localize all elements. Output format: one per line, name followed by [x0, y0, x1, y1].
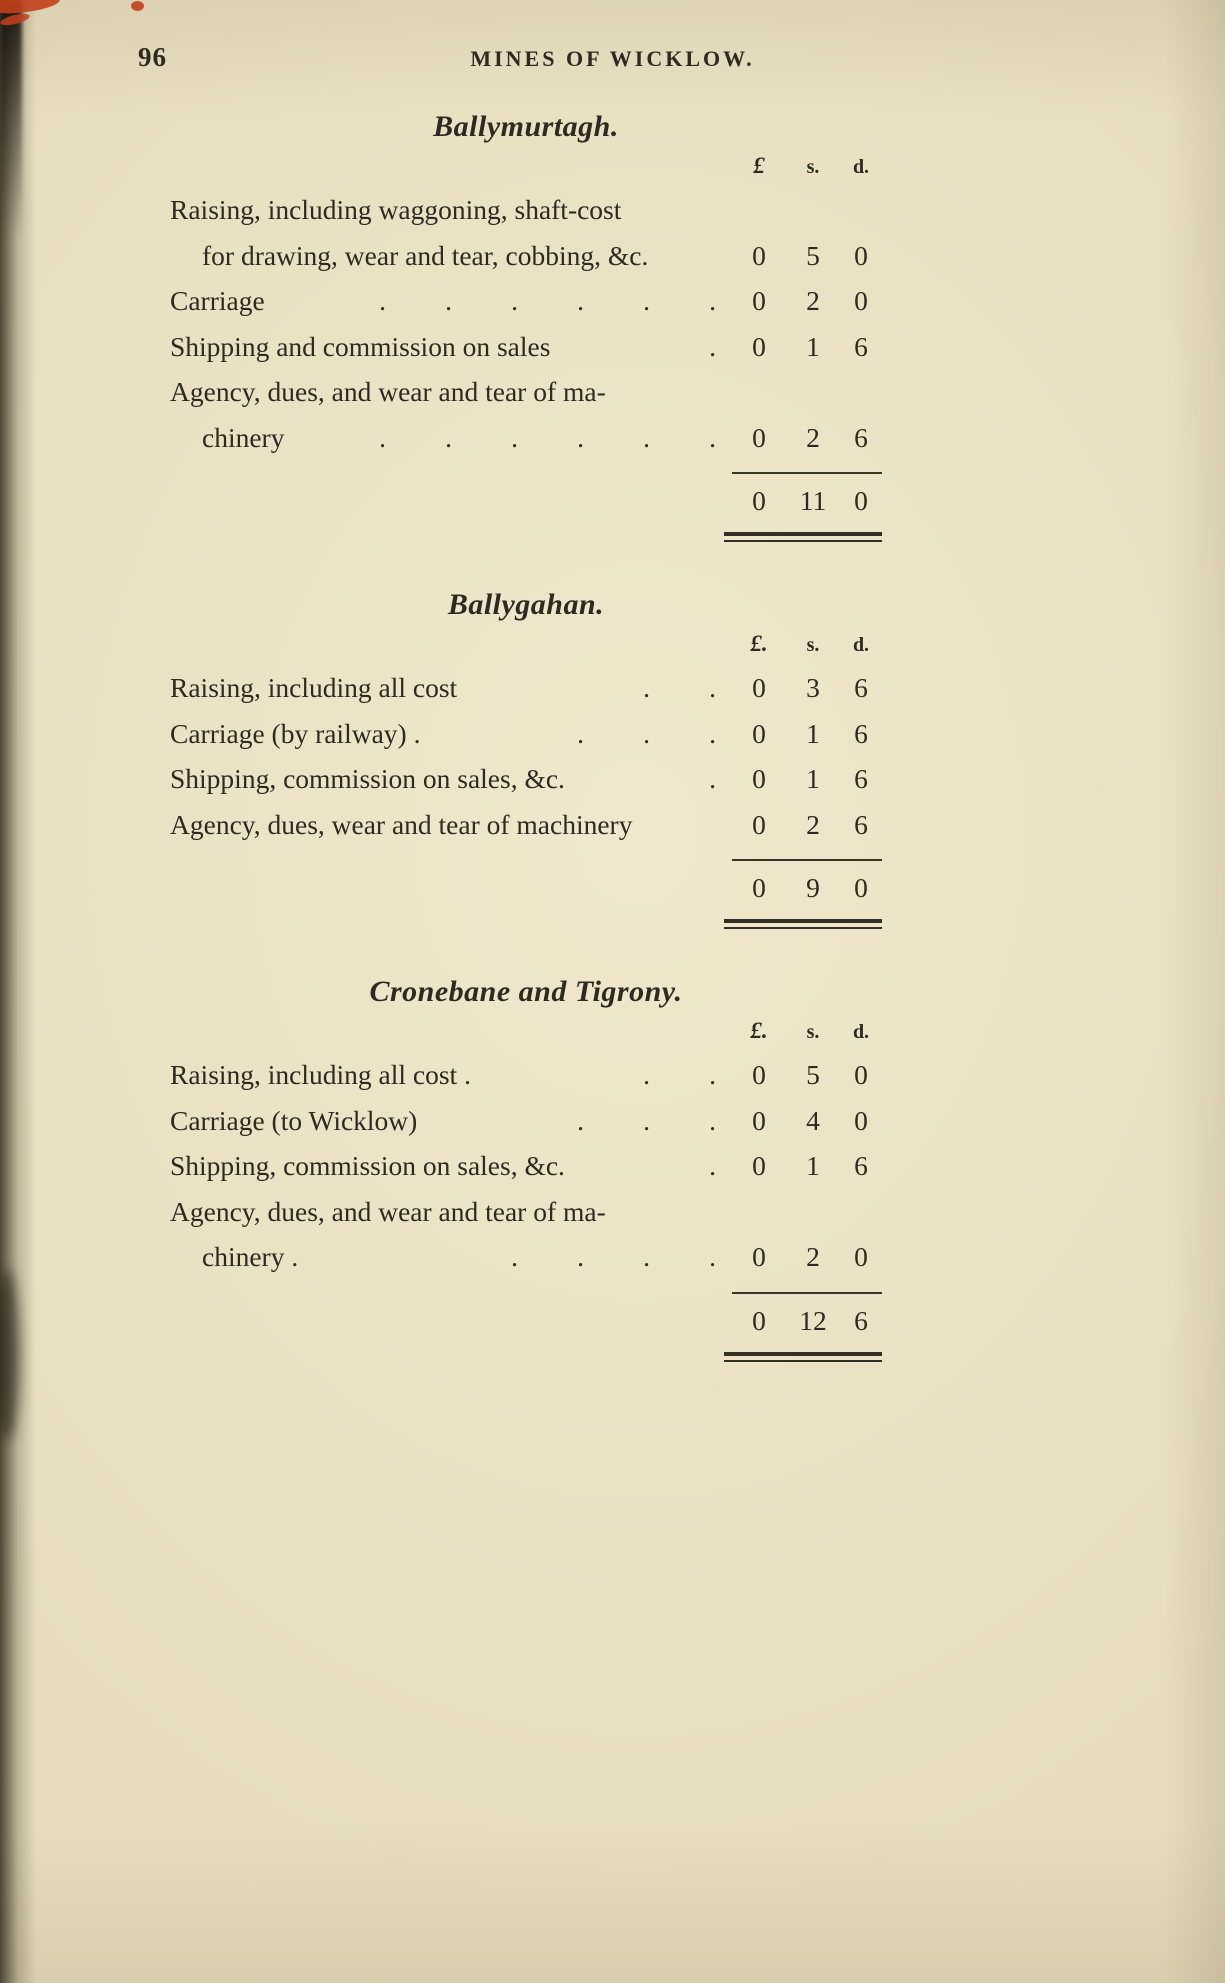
shillings-column-header: s. [806, 1021, 820, 1043]
dot-leader: . [709, 330, 716, 362]
table-row [170, 756, 882, 802]
table-row [170, 665, 882, 711]
row-label: chinery . [202, 1241, 299, 1272]
table-row [170, 1052, 882, 1098]
table-row [170, 324, 882, 370]
dot-leader: . . . [577, 717, 716, 749]
closing-double-rule [724, 1352, 882, 1362]
binding-shadow [0, 0, 36, 1983]
pounds-value: 0 [752, 330, 766, 362]
pounds-value: 0 [752, 1150, 766, 1181]
pence-value: 0 [854, 285, 868, 316]
total-shillings: 9 [806, 872, 820, 903]
total-pounds: 0 [752, 1304, 766, 1336]
total-pounds: 0 [752, 485, 766, 516]
table-body [170, 187, 882, 460]
closing-double-rule [724, 919, 882, 929]
table-row [170, 1189, 882, 1235]
dot-leader: . . [643, 672, 716, 703]
page-number: 96 [138, 42, 167, 72]
total-shillings: 12 [799, 1304, 827, 1336]
cost-table [170, 110, 882, 542]
pence-value: 6 [854, 763, 868, 794]
shillings-value: 1 [806, 330, 820, 362]
pence-value: 6 [854, 421, 868, 453]
pounds-value: 0 [752, 1059, 766, 1090]
pence-value: 0 [854, 1104, 868, 1136]
dot-leader: . . . . [511, 1241, 716, 1272]
currency-header-row [170, 1011, 882, 1052]
table-title: Cronebane and Tigrony. [369, 975, 683, 1008]
pounds-value: 0 [752, 808, 766, 840]
currency-header-row [170, 146, 882, 187]
pence-column-header: d. [852, 156, 870, 178]
row-label: Shipping, commission on sales, &c. [170, 763, 565, 794]
dot-leader: . . [643, 1059, 716, 1090]
dot-leader: . . . [577, 1104, 716, 1136]
table-body [170, 1052, 882, 1280]
pence-value: 6 [854, 330, 868, 362]
table-row [170, 278, 882, 324]
dot-leader: . [709, 763, 716, 794]
shillings-value: 5 [806, 239, 820, 271]
total-row [170, 1298, 882, 1344]
pence-value: 0 [854, 239, 868, 271]
shillings-value: 1 [806, 717, 820, 749]
pounds-column-header: £. [750, 631, 768, 656]
closing-double-rule [724, 532, 882, 542]
table-title: Ballygahan. [447, 588, 605, 621]
row-label: Carriage (to Wicklow) [170, 1104, 418, 1136]
pence-value: 6 [854, 717, 868, 749]
pounds-column-header: £. [750, 1018, 768, 1043]
table-row [170, 369, 882, 415]
pounds-value: 0 [752, 717, 766, 749]
shillings-column-header: s. [806, 156, 820, 178]
page-header [0, 0, 1225, 84]
shillings-value: 1 [806, 1150, 820, 1181]
table-body [170, 665, 882, 847]
pounds-value: 0 [752, 672, 766, 703]
shillings-value: 2 [806, 1241, 820, 1272]
shillings-value: 1 [806, 763, 820, 794]
total-rule [732, 472, 882, 474]
dot-leader: . [709, 1150, 716, 1181]
shillings-value: 5 [806, 1059, 820, 1090]
pounds-value: 0 [752, 1241, 766, 1272]
row-label: Shipping, commission on sales, &c. [170, 1150, 565, 1181]
row-label: Carriage [170, 285, 265, 316]
total-rule [732, 859, 882, 861]
pence-value: 0 [854, 1059, 868, 1090]
total-pounds: 0 [752, 872, 766, 903]
pence-value: 0 [854, 1241, 868, 1272]
row-label: Agency, dues, and wear and tear of ma- [170, 376, 606, 407]
shillings-value: 2 [806, 808, 820, 840]
table-row [170, 415, 882, 461]
row-label: Shipping and commission on sales [170, 330, 551, 362]
pounds-value: 0 [752, 239, 766, 271]
running-header: MINES OF WICKLOW. [470, 46, 755, 71]
row-label: for drawing, wear and tear, cobbing, &c. [202, 239, 649, 271]
pence-column-header: d. [852, 1021, 870, 1043]
pounds-column-header: £ [753, 153, 765, 178]
row-label: Raising, including all cost . [170, 1059, 471, 1090]
pounds-value: 0 [752, 421, 766, 453]
row-label: chinery [202, 421, 285, 453]
total-shillings: 11 [799, 485, 827, 516]
pence-value: 6 [854, 672, 868, 703]
pence-value: 6 [854, 808, 868, 840]
cost-table [170, 975, 882, 1362]
table-row [170, 1234, 882, 1280]
row-label: Carriage (by railway) . [170, 717, 421, 749]
row-label: Raising, including waggoning, shaft-cost [170, 194, 622, 225]
shillings-value: 3 [806, 672, 820, 703]
pence-column-header: d. [852, 634, 870, 656]
dot-leader: . . . . . . [379, 421, 716, 453]
total-pence: 0 [854, 872, 868, 903]
pounds-value: 0 [752, 1104, 766, 1136]
table-row [170, 1098, 882, 1144]
pounds-value: 0 [752, 763, 766, 794]
pence-value: 6 [854, 1150, 868, 1181]
pounds-value: 0 [752, 285, 766, 316]
total-pence: 0 [854, 485, 868, 516]
row-label: Agency, dues, and wear and tear of ma- [170, 1195, 606, 1227]
table-row [170, 187, 882, 233]
table-row [170, 233, 882, 279]
total-row [170, 865, 882, 911]
shillings-value: 4 [806, 1104, 820, 1136]
row-label: Agency, dues, wear and tear of machinery [170, 808, 633, 840]
shillings-column-header: s. [806, 634, 820, 656]
shillings-value: 2 [806, 421, 820, 453]
cost-table [170, 588, 882, 929]
row-label: Raising, including all cost [170, 672, 458, 703]
total-pence: 6 [854, 1304, 868, 1336]
table-row [170, 711, 882, 757]
table-title: Ballymurtagh. [433, 110, 619, 143]
currency-header-row [170, 624, 882, 665]
total-row [170, 478, 882, 524]
table-row [170, 1143, 882, 1189]
table-row [170, 802, 882, 848]
dot-leader: . . . . . . [379, 285, 716, 316]
tables-container [170, 110, 882, 1362]
total-rule [732, 1292, 882, 1294]
shillings-value: 2 [806, 285, 820, 316]
